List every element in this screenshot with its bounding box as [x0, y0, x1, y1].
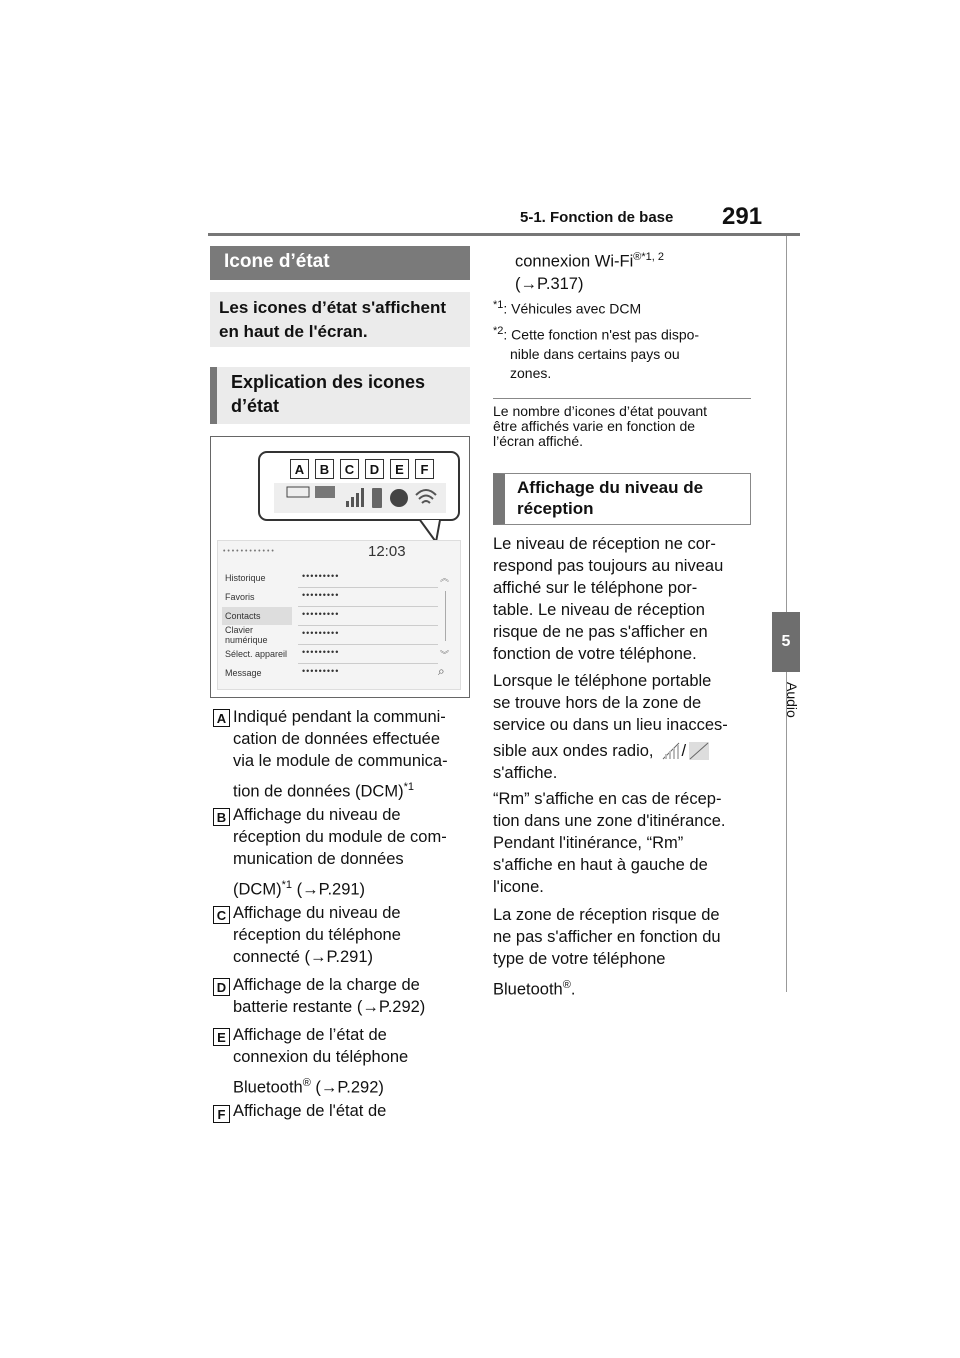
no-dcm-signal-icon	[688, 741, 710, 761]
audio-screen	[217, 540, 461, 690]
item-line: cation de données effectuée	[233, 730, 441, 748]
item-b-text	[233, 804, 447, 901]
paragraph-2	[493, 670, 728, 784]
paragraph-line: fonction de votre téléphone.	[493, 645, 697, 663]
callout-letter: D	[365, 459, 384, 479]
note-line: l’écran affiché.	[493, 433, 584, 449]
section-title: 5-1. Fonction de base	[520, 209, 674, 226]
footnote-mark: *2	[493, 325, 504, 337]
scroll-up-icon[interactable]: ︽	[440, 573, 450, 583]
footnote-mark: *1	[493, 299, 504, 311]
clock: 12:03	[368, 543, 406, 560]
paragraph-line: ne pas s'afficher en fonction du	[493, 928, 721, 946]
menu-item[interactable]: Historique	[225, 573, 266, 583]
status-icons-strip	[274, 483, 446, 513]
icon-separator: /	[681, 742, 687, 760]
dcm-signal-icon	[315, 486, 335, 498]
menu-item[interactable]: Sélect. appareil	[225, 649, 288, 659]
side-rule	[786, 236, 787, 612]
paragraph-line	[493, 740, 728, 762]
footnote-line	[493, 322, 699, 345]
menu-item[interactable]: Clavier numérique	[225, 625, 268, 645]
menu-item[interactable]: Contacts	[222, 607, 292, 625]
list-divider	[298, 663, 438, 664]
item-line	[233, 776, 448, 803]
item-line-text: Bluetooth	[233, 1078, 303, 1097]
period: .	[570, 980, 576, 999]
item-line: Affichage de la charge de	[233, 976, 420, 994]
no-signal-icon	[662, 742, 680, 760]
list-divider	[298, 606, 438, 607]
paragraph-3	[493, 788, 725, 898]
item-f-continued	[515, 246, 664, 295]
item-a-text	[233, 706, 448, 803]
reception-subheading	[493, 473, 751, 525]
side-rule-lower	[786, 672, 787, 992]
item-line-text: (DCM)	[233, 880, 282, 899]
item-line: Affichage de l’état de	[233, 1026, 387, 1044]
paragraph-line: tion dans une zone d'itinérance.	[493, 812, 726, 830]
label-c: C	[213, 906, 230, 924]
item-line: via le module de communica-	[233, 752, 448, 770]
item-d-text	[233, 974, 425, 1018]
callout-letter: F	[415, 459, 434, 479]
battery-icon	[372, 488, 382, 508]
intro-line: Les icones d’état s'affichent	[219, 298, 446, 317]
label-d: D	[213, 978, 230, 996]
footnote-mark: ®*1, 2	[633, 251, 665, 263]
footnote-line: nible dans certains pays ou	[510, 345, 680, 362]
item-f-text	[233, 1100, 386, 1122]
page-reference: (→P.292)	[310, 1078, 384, 1097]
paragraph-line: s'affiche.	[493, 764, 558, 782]
item-line: connexion du téléphone	[233, 1048, 409, 1066]
subheading-line: Explication des icones	[231, 372, 426, 392]
paragraph-line: Pendant l'itinérance, “Rm”	[493, 834, 684, 852]
page-reference: (→P.317)	[515, 274, 584, 293]
menu-item[interactable]: Favoris	[225, 592, 255, 602]
paragraph-line: “Rm” s'affiche en cas de récep-	[493, 790, 722, 808]
item-e-text	[233, 1024, 408, 1099]
paragraph-line: type de votre téléphone	[493, 950, 666, 968]
footnote-text: : Cette fonction n'est pas dispo-	[503, 326, 700, 343]
callout-letter: B	[315, 459, 334, 479]
item-line: batterie restante (→P.292)	[233, 998, 426, 1016]
paragraph-line: l'icone.	[493, 878, 544, 896]
item-line: réception du téléphone	[233, 926, 401, 944]
section-heading: Icone d’état	[210, 246, 470, 280]
item-line	[515, 246, 664, 273]
callout-letter: C	[340, 459, 359, 479]
paragraph-line: Le niveau de réception ne cor-	[493, 535, 716, 553]
intro-line: en haut de l'écran.	[219, 322, 368, 341]
list-divider	[298, 625, 438, 626]
list-divider	[298, 644, 438, 645]
paragraph-line: se trouve hors de la zone de	[493, 694, 702, 712]
paragraph-line: affiché sur le téléphone por-	[493, 579, 698, 597]
menu-item[interactable]: Message	[225, 668, 262, 678]
intro-box	[210, 292, 470, 347]
paragraph-4	[493, 904, 721, 1001]
paragraph-line: risque de ne pas s'afficher en	[493, 623, 708, 641]
item-line	[233, 1072, 408, 1099]
registered-mark: ®	[562, 979, 571, 991]
callout-letter: E	[390, 459, 409, 479]
list-dots: •••••••••	[302, 666, 340, 676]
header-rule	[208, 233, 800, 236]
label-f: F	[213, 1105, 230, 1123]
label-b: B	[213, 808, 230, 826]
list-dots: •••••••••	[302, 571, 340, 581]
subheading-line: d’état	[231, 396, 280, 416]
footnote-1	[493, 296, 641, 319]
footnote-mark: *1	[403, 781, 414, 793]
item-line: Indiqué pendant la communi-	[233, 708, 446, 726]
subheading-line: Affichage du niveau de	[517, 478, 704, 497]
note-text	[493, 404, 707, 449]
callout-letter: A	[290, 459, 309, 479]
icon-callout	[258, 451, 460, 521]
paragraph-line-text: Bluetooth	[493, 980, 563, 999]
bluetooth-icon	[390, 489, 408, 507]
paragraph-1	[493, 533, 723, 665]
item-line: Affichage du niveau de	[233, 806, 401, 824]
list-dots: •••••••••	[302, 647, 340, 657]
paragraph-line: service ou dans un lieu inacces-	[493, 716, 728, 734]
paragraph-line-text: sible aux ondes radio,	[493, 742, 654, 760]
item-line-text: tion de données (DCM)	[233, 782, 404, 801]
note-line: être affichés varie en fonction de	[493, 418, 696, 434]
label-a: A	[213, 709, 230, 727]
paragraph-line: respond pas toujours au niveau	[493, 557, 724, 575]
paragraph-line: La zone de réception risque de	[493, 906, 720, 924]
chapter-tab: 5	[772, 612, 800, 672]
list-divider	[298, 587, 438, 588]
item-c-text	[233, 902, 401, 968]
item-line: Affichage de l'état de	[233, 1102, 387, 1120]
list-dots: •••••••••	[302, 590, 340, 600]
paragraph-line	[493, 974, 721, 1001]
item-line: munication de données	[233, 850, 404, 868]
chapter-label: Audio	[784, 682, 800, 718]
item-line: réception du module de com-	[233, 828, 447, 846]
search-icon[interactable]: ⌕	[438, 664, 445, 678]
item-line	[233, 874, 447, 901]
scrollbar[interactable]	[445, 591, 446, 641]
footnote-text: : Véhicules avec DCM	[503, 300, 642, 317]
item-line: Affichage du niveau de	[233, 904, 401, 922]
phone-signal-icon	[361, 488, 364, 507]
screen-status-dots: • • • • • • • • • • • •	[223, 548, 274, 555]
note-rule	[493, 398, 751, 399]
scroll-down-icon[interactable]: ︾	[440, 650, 450, 660]
footnote-2	[493, 322, 699, 383]
item-line: connecté (→P.291)	[233, 948, 374, 966]
list-dots: •••••••••	[302, 609, 340, 619]
item-line-text: connexion Wi-Fi	[515, 252, 634, 271]
paragraph-line: table. Le niveau de réception	[493, 601, 705, 619]
footnote-mark: *1	[281, 879, 292, 891]
page-reference: (→P.291)	[291, 880, 366, 899]
paragraph-line: Lorsque le téléphone portable	[493, 672, 712, 690]
note-line: Le nombre d’icones d’état pouvant	[493, 403, 708, 419]
page-number: 291	[722, 203, 763, 230]
subheading-line: réception	[517, 499, 594, 518]
footnote-line: zones.	[510, 364, 552, 381]
registered-mark: ®	[302, 1077, 311, 1089]
label-e: E	[213, 1028, 230, 1046]
subheading-box	[210, 367, 470, 424]
paragraph-line: s'affiche en haut à gauche de	[493, 856, 708, 874]
list-dots: •••••••••	[302, 628, 340, 638]
